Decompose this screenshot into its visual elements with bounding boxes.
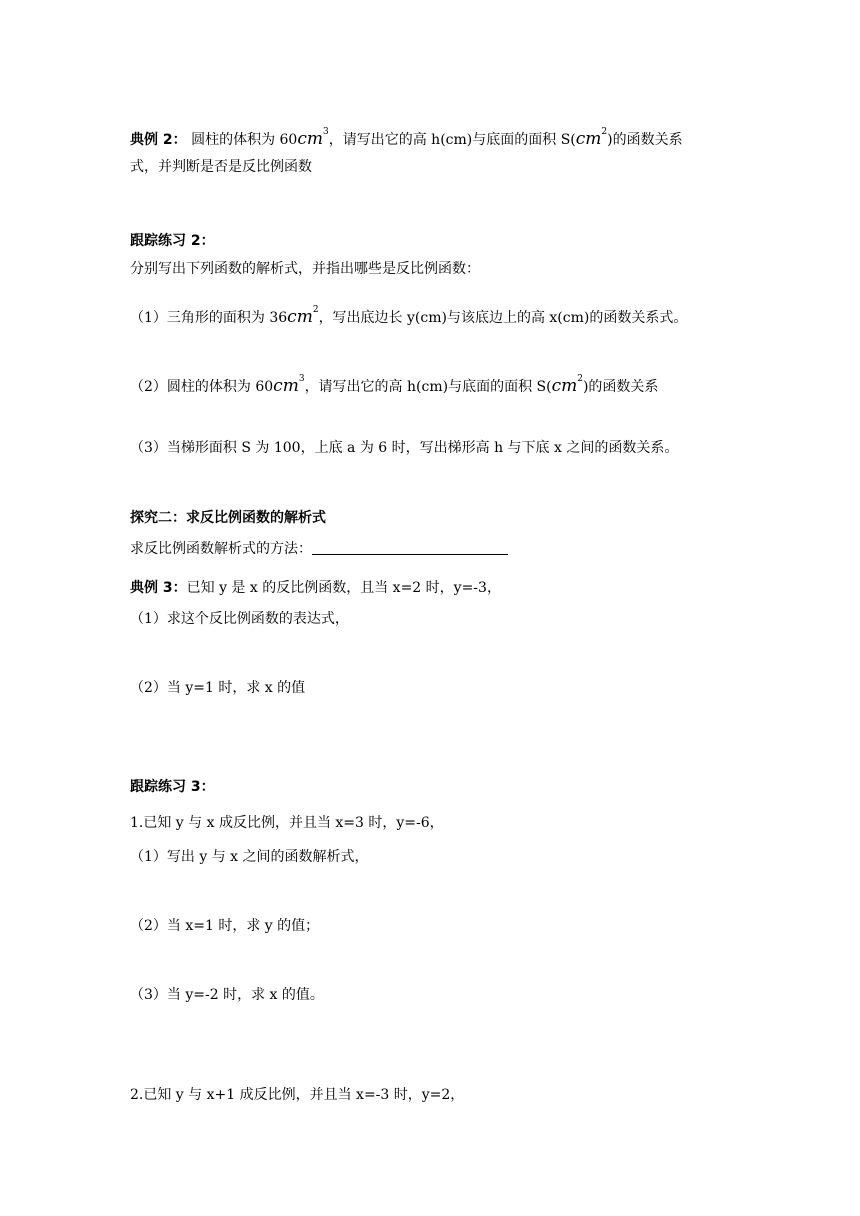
example-3-line bbox=[130, 578, 501, 598]
practice-3-problem-1-q1: （1）写出 y 与 x 之间的函数解析式， bbox=[130, 849, 369, 865]
practice-3-problem-1-q3: （3）当 y=-2 时，求 x 的值。 bbox=[130, 987, 324, 1003]
question-text: )的函数关系 bbox=[582, 379, 659, 395]
unit-cm: cm bbox=[273, 376, 299, 396]
unit-cm: cm bbox=[575, 129, 602, 149]
unit-exponent: 3 bbox=[323, 127, 329, 137]
practice-2-heading: 跟踪练习 2： bbox=[130, 233, 215, 249]
example-3-question-1: （1）求这个反比例函数的表达式， bbox=[130, 611, 349, 627]
practice-3-heading: 跟踪练习 3： bbox=[130, 779, 215, 795]
example-3-text: 已知 y 是 x 的反比例函数，且当 x=2 时，y=-3， bbox=[186, 580, 501, 596]
unit-exponent: 2 bbox=[577, 374, 583, 384]
example-2-line-1 bbox=[130, 122, 683, 150]
method-text: 求反比例函数解析式的方法： bbox=[130, 541, 312, 557]
question-text: ，写出底边长 y(cm)与该底边上的高 x(cm)的函数关系式。 bbox=[318, 310, 688, 326]
example-2-text-c: )的函数关系 bbox=[607, 132, 683, 148]
explore-2-method bbox=[130, 539, 508, 559]
question-text: ，请写出它的高 h(cm)与底面的面积 S( bbox=[304, 379, 552, 395]
practice-2-intro: 分别写出下列函数的解析式，并指出哪些是反比例函数： bbox=[130, 261, 480, 277]
unit-cm: cm bbox=[551, 376, 578, 396]
practice-3-problem-2: 2.已知 y 与 x+1 成反比例，并且当 x=-3 时，y=2， bbox=[130, 1087, 465, 1103]
unit-exponent: 2 bbox=[312, 305, 319, 315]
example-2-label: 典例 2： bbox=[130, 132, 187, 148]
practice-3-problem-1: 1.已知 y 与 x 成反比例，并且当 x=3 时，y=-6， bbox=[130, 815, 444, 831]
unit-exponent: 2 bbox=[601, 127, 608, 137]
practice-2-question-2 bbox=[130, 369, 658, 397]
example-2-line-2: 式，并判断是否是反比例函数 bbox=[130, 159, 312, 175]
question-text: （2）圆柱的体积为 60 bbox=[130, 379, 274, 395]
question-text: （1）三角形的面积为 36 bbox=[130, 310, 288, 326]
example-2-text-a: 圆柱的体积为 60 bbox=[186, 132, 298, 148]
unit-cm: cm bbox=[297, 129, 323, 149]
answer-blank bbox=[312, 540, 508, 555]
practice-3-problem-1-q2: （2）当 x=1 时，求 y 的值； bbox=[130, 918, 320, 934]
example-3-question-2: （2）当 y=1 时，求 x 的值 bbox=[130, 680, 306, 696]
unit-exponent: 3 bbox=[298, 374, 305, 384]
example-2-text-b: ，请写出它的高 h(cm)与底面的面积 S( bbox=[328, 132, 576, 148]
explore-2-heading: 探究二：求反比例函数的解析式 bbox=[130, 510, 326, 526]
practice-2-question-1 bbox=[130, 300, 687, 328]
practice-2-question-3: （3）当梯形面积 S 为 100，上底 a 为 6 时，写出梯形高 h 与下底 x 之间的函数关系。 bbox=[130, 440, 679, 456]
unit-cm: cm bbox=[287, 307, 313, 327]
example-3-label: 典例 3： bbox=[130, 580, 187, 596]
